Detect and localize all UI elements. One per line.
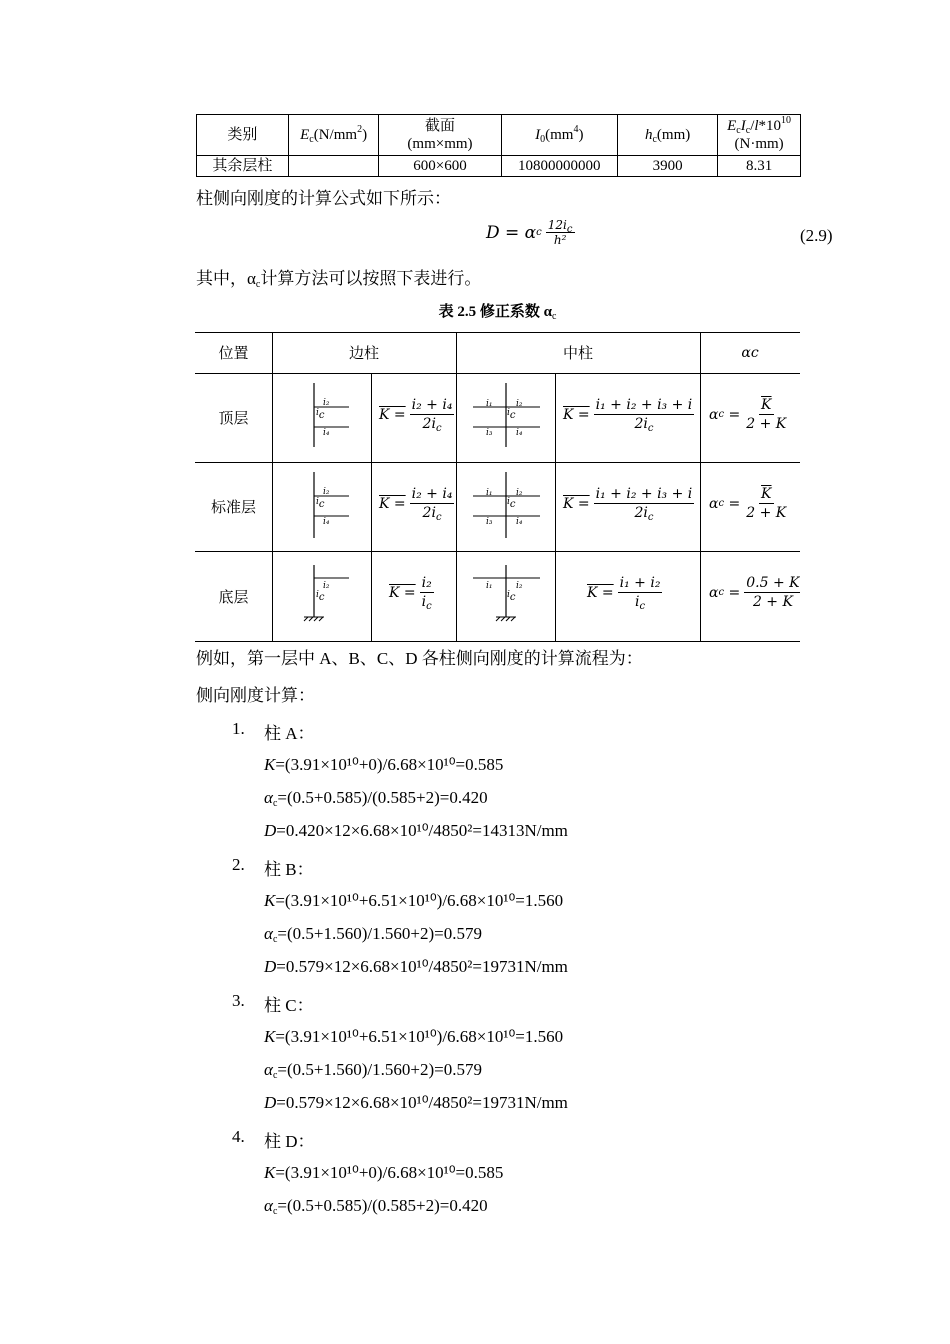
example-text: 例如，第一层中 A、B、C、D 各柱侧向刚度的计算流程为： (196, 649, 643, 668)
cell-i0: 10800000000 (501, 156, 618, 177)
column-a-k: K=(3.91×10¹⁰+0)/6.68×10¹⁰=0.585 (264, 755, 504, 774)
row-label-top: 顶层 (218, 411, 249, 427)
column-d-title: 柱 D： (264, 1132, 315, 1151)
table-caption: 表 2.5 修正系数 $\alpha_c$ (438, 304, 557, 322)
table-header-row (197, 115, 801, 156)
cell-section: 600×600 (379, 156, 501, 177)
header-i0: $I_0(mm^4)$ (501, 115, 618, 156)
stiffness-formula: D = α c $\frac{12i_c}{\text{h²}}$ (486, 218, 573, 247)
alpha-note: 其中，$\alpha_c$计算方法可以按照下表进行。 (196, 269, 482, 290)
list-number: 1. (232, 719, 245, 738)
header-edge-column: 边柱 (348, 346, 379, 362)
column-a-d: D=0.420×12×6.68×10¹⁰/4850²=14313N/mm (264, 821, 568, 840)
edge-formula-standard: K = $\frac{\text{i₂ + i₄}}{2i_c}$ (379, 486, 453, 523)
header-alpha: α c (741, 344, 759, 361)
diagram-middle-top (456, 373, 555, 462)
header-position: 位置 (218, 346, 249, 362)
edge-formula-bottom: K = $\frac{\text{i₂}}{i_c}$ (389, 575, 432, 612)
header-section: 截面 (mm×mm) (379, 115, 501, 156)
header-hc: $h_c(mm)$ (618, 115, 718, 156)
column-d-k: K=(3.91×10¹⁰+0)/6.68×10¹⁰=0.585 (264, 1163, 504, 1182)
alpha-formula-standard: α c = $\frac{\overline{K}}{2 + K}$ (709, 486, 787, 521)
column-properties-table (196, 114, 801, 177)
correction-coefficient-table: 位置 边柱 中柱 α c 顶层 标准层 底层 i₂ $i_c$ i₄ i₁ i₂ $i_c$ i₃ i₄ i₂ $i_c$ i₄ i₁ i₂ $i_c$ i₃ i₄ i₂ $i_c$ i₁ i₂ $i_c$ K = $\frac{\text{i₂ + i₄}}{2i_c}$ K = $\frac{\text{i₁ + i₂ + i₃ + i}}{2i_c}$ α c = $\frac{\overline{K}}{2 + K}$ K = $\frac{\text{i₂ + i₄}}{2i_c}$ K = $\frac{\text{i₁ + i₂ + i₃ + i}}{2i_c}$ α c = $\frac{\overline{K}}{2 + K}$ K = $\frac{\text{i₂}}{i_c}$ K = $\frac{\text{i₁ + i₂}}{i_c}$ α c = $\frac{0.5 + K}{2 + K}$ (195, 332, 800, 642)
column-b-alpha: $\alpha_c=(0.5+1.560)/1.560+2)=0.579$ (264, 924, 482, 945)
edge-formula-top: K = $\frac{\text{i₂ + i₄}}{2i_c}$ (379, 397, 453, 434)
cell-category: 其余层柱 (197, 156, 289, 177)
column-c-d: D=0.579×12×6.68×10¹⁰/4850²=19731N/mm (264, 1093, 568, 1112)
column-d-alpha: $\alpha_c=(0.5+0.585)/(0.585+2)=0.420$ (264, 1196, 488, 1217)
middle-formula-bottom: K = $\frac{\text{i₁ + i₂}}{i_c}$ (587, 575, 661, 612)
equation-number: (2.9) (800, 226, 833, 245)
column-b-title: 柱 B： (264, 860, 314, 879)
column-a-title: 柱 A： (264, 724, 315, 743)
table-row (197, 156, 801, 177)
header-middle-column: 中柱 (562, 346, 593, 362)
row-label-bottom: 底层 (218, 589, 249, 606)
list-number: 2. (232, 855, 245, 874)
column-a-alpha: $\alpha_c=(0.5+0.585)/(0.585+2)=0.420$ (264, 788, 488, 809)
header-category: 类别 (197, 115, 289, 156)
diagram-middle-bottom (456, 551, 555, 641)
column-c-alpha: $\alpha_c=(0.5+1.560)/1.560+2)=0.579$ (264, 1060, 482, 1081)
column-c-title: 柱 C： (264, 996, 314, 1015)
row-label-standard: 标准层 (210, 500, 256, 516)
list-number: 4. (232, 1127, 245, 1146)
header-stiffness: $E_cI_c/l*10^{10}$ (N·mm) (718, 115, 801, 156)
cell-stiffness: 8.31 (718, 156, 801, 177)
cell-hc: 3900 (618, 156, 718, 177)
alpha-formula-bottom: α c = $\frac{0.5 + K}{2 + K}$ (709, 575, 800, 610)
column-c-k: K=(3.91×10¹⁰+6.51×10¹⁰)/6.68×10¹⁰=1.560 (264, 1027, 564, 1046)
column-b-k: K=(3.91×10¹⁰+6.51×10¹⁰)/6.68×10¹⁰=1.560 (264, 891, 564, 910)
middle-formula-standard: K = $\frac{\text{i₁ + i₂ + i₃ + i}}{2i_c}$ (563, 486, 693, 523)
list-number: 3. (232, 991, 245, 1010)
diagram-middle-standard (456, 462, 555, 551)
header-ec: $E_c(N/mm^2)$ (288, 115, 379, 156)
column-b-d: D=0.579×12×6.68×10¹⁰/4850²=19731N/mm (264, 957, 568, 976)
middle-formula-top: K = $\frac{\text{i₁ + i₂ + i₃ + i}}{2i_c}$ (563, 397, 693, 434)
cell-ec (288, 156, 379, 177)
intro-text: 柱侧向刚度的计算公式如下所示： (196, 189, 451, 208)
alpha-formula-top: α c = $\frac{\overline{K}}{2 + K}$ (709, 397, 787, 432)
lateral-title: 侧向刚度计算： (196, 686, 315, 705)
